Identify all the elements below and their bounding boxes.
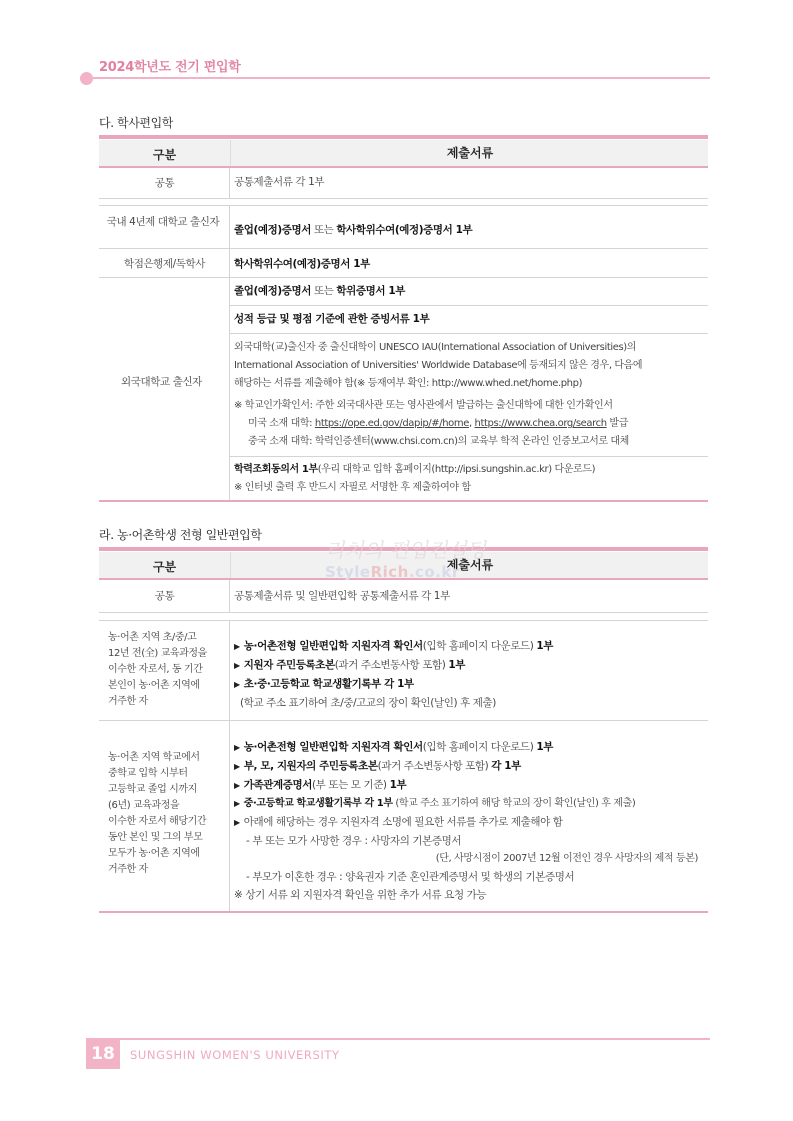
doc-line xyxy=(234,813,704,832)
triangle-bullet-icon: ▶ xyxy=(234,743,240,752)
doc-text: (우리 대학교 입학 홈페이지(http://ipsi.sungshin.ac.kr) 다운로드) xyxy=(317,464,596,475)
table-ra-row2-label xyxy=(108,750,226,878)
doc-line xyxy=(234,675,704,694)
table-da-header xyxy=(99,140,708,166)
doc-name: 학력조회동의서 1부 xyxy=(234,464,318,475)
table-ra-common-docs: 공통제출서류 및 일반편입학 공통제출서류 각 1부 xyxy=(234,590,450,602)
triangle-bullet-icon: ▶ xyxy=(234,818,240,827)
doc-text: 발급 xyxy=(606,418,628,429)
footer-line xyxy=(86,1038,710,1040)
row3-c-line6: 중국 소재 대학: 학력인증센터(www.chsi.com.cn)의 교육부 학적 온라인 인증보고서로 대체 xyxy=(248,436,629,447)
doc-line: - 부 또는 모가 사망한 경우 : 사망자의 기본증명서 xyxy=(246,835,462,847)
doc-text: 미국 소재 대학: xyxy=(248,418,315,429)
label-line: 거주한 자 xyxy=(108,864,148,875)
section-ra-title: 라. 농·어촌학생 전형 일반편입학 xyxy=(99,528,262,542)
watermark-url xyxy=(325,563,460,581)
divider xyxy=(229,621,230,912)
doc-line xyxy=(234,757,704,776)
doc-name: 가족관계증명서 xyxy=(243,779,312,791)
divider xyxy=(99,248,708,249)
doc-name: 학사학위수여(예정)증명서 1부 xyxy=(234,258,370,270)
header-line xyxy=(86,77,710,79)
table-ra-common-label: 공통 xyxy=(154,590,175,602)
doc-text: (학교 주소 표기하여 해당 학교의 장이 확인(날인) 후 제출) xyxy=(392,798,636,809)
doc-name: 1부 xyxy=(448,659,466,671)
table-da-row3-a xyxy=(234,283,704,300)
table-da-common-docs: 공통제출서류 각 1부 xyxy=(234,176,325,188)
dapip-link[interactable]: https://ope.ed.gov/dapip/#/home xyxy=(314,418,469,429)
doc-name: 농·어촌전형 일반편입학 지원자격 확인서 xyxy=(243,741,423,753)
table-ra-col1: 구분 xyxy=(152,560,177,574)
doc-line xyxy=(234,637,704,656)
table-da-row3-d xyxy=(234,461,704,497)
doc-name: 중·고등학교 학교생활기록부 각 1부 xyxy=(243,798,393,809)
header-title: 2024학년도 전기 편입학 xyxy=(99,60,241,75)
table-da-row1-docs xyxy=(234,222,704,239)
table-da-col1: 구분 xyxy=(152,148,177,162)
watermark-part: .co.kr xyxy=(408,563,460,581)
doc-name: 졸업(예정)증명서 xyxy=(234,224,311,236)
row3-c-line3: 해당하는 서류를 제출해야 함(※ 등재여부 확인: http://www.whed.net/home.php) xyxy=(234,378,583,389)
divider xyxy=(230,456,708,457)
doc-line xyxy=(234,795,704,813)
row3-d-line1 xyxy=(234,461,704,479)
doc-text: 아래에 해당하는 경우 지원자격 소명에 필요한 서류를 추가로 제출해야 함 xyxy=(243,816,563,828)
section-da-title: 다. 학사편입학 xyxy=(99,116,173,130)
page-number: 18 xyxy=(86,1040,120,1069)
doc-name: 성적 등급 및 평점 기준에 관한 증빙서류 1부 xyxy=(234,313,430,325)
triangle-bullet-icon: ▶ xyxy=(234,762,240,771)
divider xyxy=(99,205,708,206)
label-line: (6년) 교육과정을 xyxy=(108,800,180,811)
doc-text: (과거 주소변동사항 포함) xyxy=(334,659,449,671)
table-ra-row1-docs xyxy=(234,637,704,712)
table-da-row3-b xyxy=(234,311,704,328)
divider xyxy=(99,720,708,721)
row3-d-line2: ※ 인터넷 출력 후 반드시 자필로 서명한 후 제출하여야 함 xyxy=(234,482,471,493)
table-ra-col2: 제출서류 xyxy=(230,552,709,578)
divider xyxy=(99,911,708,913)
doc-text: (입학 홈페이지 다운로드) xyxy=(422,640,537,652)
divider xyxy=(230,333,708,334)
doc-line: (학교 주소 표기하여 초/중/고교의 장이 확인(날인) 후 제출) xyxy=(240,697,496,709)
label-line: 모두가 농·어촌 지역에 xyxy=(108,848,200,859)
doc-name: 농·어촌전형 일반편입학 지원자격 확인서 xyxy=(243,640,423,652)
table-da-common-label: 공통 xyxy=(154,177,175,189)
row3-c-line1: 외국대학(교)출신자 중 출신대학이 UNESCO IAU(International Association of Universities)의 xyxy=(234,342,637,353)
doc-text: (입학 홈페이지 다운로드) xyxy=(422,741,537,753)
table-da-row2-label: 학점은행제/독학사 xyxy=(123,258,206,270)
doc-text: , xyxy=(468,418,475,429)
label-line: 동안 본인 및 그의 부모 xyxy=(108,832,203,843)
label-line: 이수한 자로서 해당기간 xyxy=(108,816,207,827)
doc-text: (과거 주소변동사항 포함) xyxy=(377,760,492,772)
label-line: 고등학교 졸업 시까지 xyxy=(108,784,197,795)
doc-line xyxy=(234,656,704,675)
doc-text: (부 또는 모 기준) xyxy=(311,779,390,791)
doc-line: ※ 상기 서류 외 지원자격 확인을 위한 추가 서류 요청 가능 xyxy=(234,889,487,901)
footer-university: SUNGSHIN WOMEN'S UNIVERSITY xyxy=(130,1048,340,1062)
label-line: 농·어촌 지역 학교에서 xyxy=(108,752,200,763)
label-line: 본인이 농·어촌 지역에 xyxy=(108,680,200,691)
doc-name: 각 1부 xyxy=(491,760,521,772)
divider xyxy=(99,620,708,621)
doc-name: 부, 모, 지원자의 주민등록초본 xyxy=(243,760,378,772)
triangle-bullet-icon: ▶ xyxy=(234,781,240,790)
triangle-bullet-icon: ▶ xyxy=(234,680,240,689)
watermark-text: 리치의 편입컨설팅 xyxy=(325,538,486,562)
doc-name: 학사학위수여(예정)증명서 1부 xyxy=(336,224,473,236)
table-da-row2-docs xyxy=(234,256,704,273)
doc-line: (단, 사망시점이 2007년 12월 이전인 경우 사망자의 제적 등본) xyxy=(435,853,698,864)
doc-name: 1부 xyxy=(389,779,407,791)
row3-c-line2: International Association of Universities' Worldwide Database에 등재되지 않은 경우, 다음에 xyxy=(234,360,643,371)
doc-line: - 부모가 이혼한 경우 : 양육권자 기준 혼인관계증명서 및 학생의 기본증명서 xyxy=(246,871,575,883)
doc-name: 1부 xyxy=(536,741,554,753)
doc-name: 1부 xyxy=(536,640,554,652)
triangle-bullet-icon: ▶ xyxy=(234,799,240,808)
doc-line xyxy=(234,738,704,757)
table-da-row3-c xyxy=(234,339,704,451)
triangle-bullet-icon: ▶ xyxy=(234,661,240,670)
triangle-bullet-icon: ▶ xyxy=(234,642,240,651)
doc-name: 초·중·고등학교 학교생활기록부 각 1부 xyxy=(243,678,414,690)
row3-c-line4: ※ 학교인가확인서: 주한 외국대사관 또는 영사관에서 발급하는 출신대학에 대한 인가확인서 xyxy=(234,400,613,411)
doc-name: 지원자 주민등록초본 xyxy=(243,659,335,671)
watermark-part: Style xyxy=(325,563,371,581)
divider xyxy=(99,500,708,502)
label-line: 농·어촌 지역 초/중/고 xyxy=(108,632,197,643)
divider xyxy=(99,612,708,613)
label-line: 12년 전(全) 교육과정을 xyxy=(108,648,207,659)
doc-text: 또는 xyxy=(311,285,337,297)
divider xyxy=(230,305,708,306)
label-line: 중학교 입학 시부터 xyxy=(108,768,188,779)
chea-link[interactable]: https://www.chea.org/search xyxy=(474,418,607,429)
label-line: 거주한 자 xyxy=(108,696,148,707)
label-line: 이수한 자로서, 동 기간 xyxy=(108,664,203,675)
divider xyxy=(99,198,708,199)
table-da-col2: 제출서류 xyxy=(230,140,709,166)
doc-text: 또는 xyxy=(311,224,337,236)
doc-name: 졸업(예정)증명서 xyxy=(234,285,311,297)
row3-c-line5 xyxy=(234,415,704,433)
table-da-top-band xyxy=(99,135,708,139)
doc-name: 학위증명서 1부 xyxy=(336,285,405,297)
divider xyxy=(99,166,708,168)
divider xyxy=(99,277,708,278)
table-da-row1-label: 국내 4년제 대학교 출신자 xyxy=(106,216,220,228)
table-da-row3-label: 외국대학교 출신자 xyxy=(121,376,202,388)
doc-line xyxy=(234,776,704,795)
table-ra-row1-label xyxy=(108,630,226,710)
watermark-part: Rich xyxy=(370,563,409,581)
table-ra-row2-docs xyxy=(234,738,704,904)
